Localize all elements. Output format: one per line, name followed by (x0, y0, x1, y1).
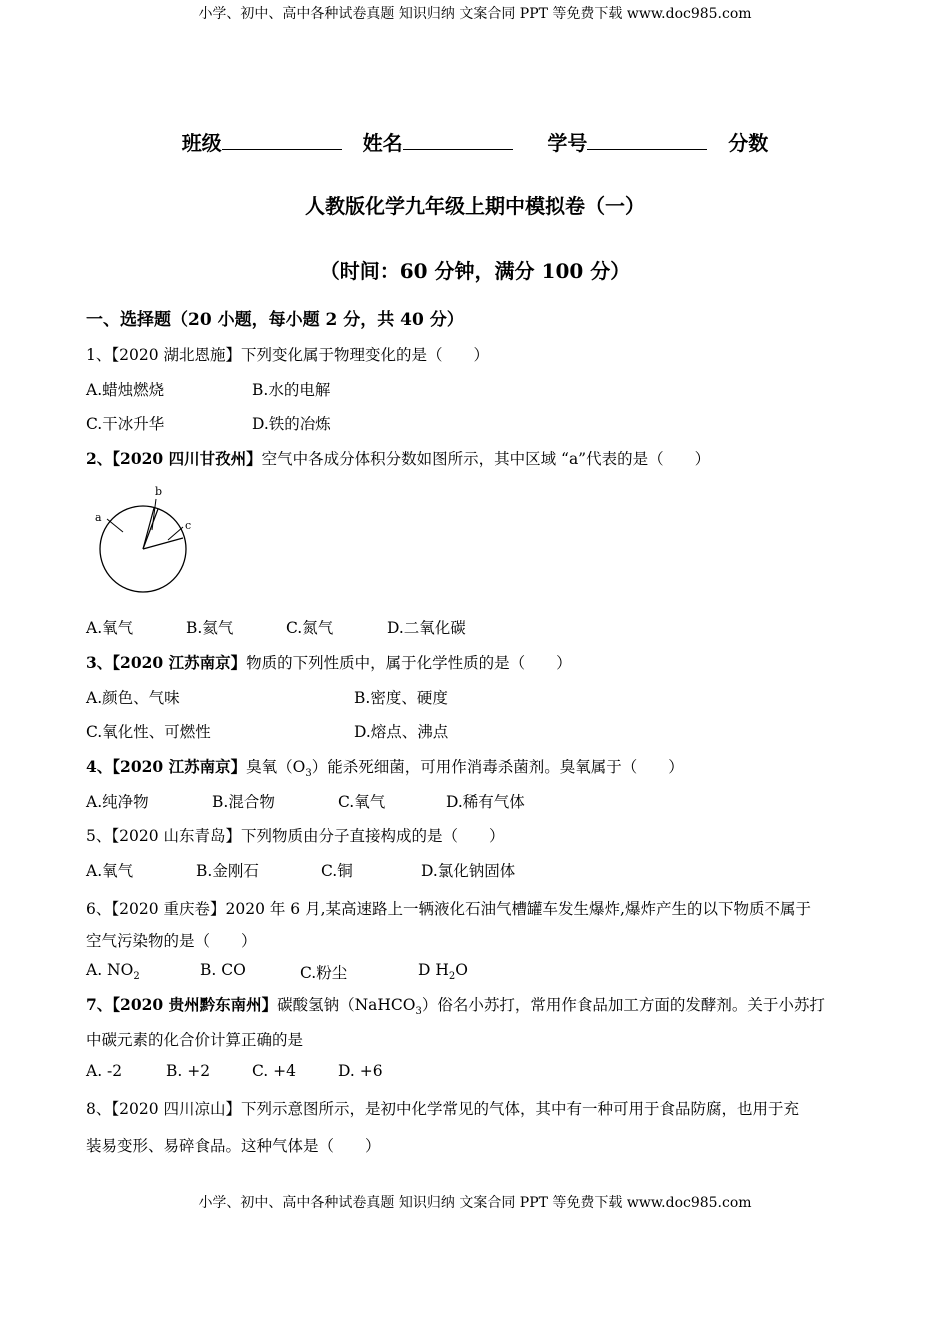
subscript: 3 (305, 768, 312, 780)
option-c: C.氧化性、可燃性 (86, 723, 211, 741)
air-composition-figure (90, 480, 200, 596)
page-header: 小学、初中、高中各种试卷真题 知识归纳 文案合同 PPT 等免费下载 www.doc985.com (198, 6, 752, 22)
question-5 (86, 824, 505, 846)
question-number: 8、 (86, 1100, 112, 1118)
question-source: 【2020 湖北恩施】 (111, 346, 241, 364)
question-text (277, 996, 825, 1018)
option-d: D.二氧化碳 (387, 619, 466, 637)
option-c: C.粉尘 (300, 964, 348, 982)
page-title: 人教版化学九年级上期中模拟卷（一） (305, 194, 645, 218)
option-b: B. +2 (166, 1062, 211, 1080)
question-3 (86, 651, 572, 673)
text-part: 臭氧（O (246, 758, 306, 776)
name-blank[interactable] (403, 131, 513, 150)
student-info-line (0, 127, 950, 156)
option-a: A.纯净物 (86, 793, 149, 811)
question-8 (86, 1097, 799, 1119)
option-a: A. -2 (86, 1062, 123, 1080)
question-2 (86, 447, 710, 469)
option-d: D.氯化钠固体 (421, 862, 516, 880)
option-c: C.铜 (321, 862, 353, 880)
section-heading: 一、选择题（20 小题，每小题 2 分，共 40 分） (86, 310, 464, 330)
subscript: 2 (133, 971, 140, 983)
question-text: 下列变化属于物理变化的是（ ） (241, 346, 490, 364)
text-part: ）能杀死细菌，可用作消毒杀菌剂。臭氧属于（ ） (311, 758, 684, 776)
question-7 (86, 993, 825, 1017)
option-d: D. +6 (338, 1062, 383, 1080)
question-source: 【2020 重庆卷】 (111, 900, 226, 918)
option-d: D.熔点、沸点 (354, 723, 449, 741)
figure-label-c: c (185, 519, 192, 532)
option-a: A.氧气 (86, 862, 134, 880)
region-divider-3 (143, 538, 183, 549)
question-number: 5、 (86, 827, 112, 845)
option-b: B.密度、硬度 (354, 689, 448, 707)
question-text: 2020 年 6 月,某高速路上一辆液化石油气槽罐车发生爆炸,爆炸产生的以下物质不属于 (225, 900, 811, 918)
question-source: 【2020 四川凉山】 (111, 1100, 241, 1118)
question-number: 2、 (86, 449, 113, 468)
question-number: 6、 (86, 900, 112, 918)
text-part: D H (418, 961, 449, 979)
option-c: C.氮气 (286, 619, 334, 637)
option-a: A.氧气 (86, 619, 134, 637)
option-c: C. +4 (252, 1062, 297, 1080)
class-blank[interactable] (222, 131, 342, 150)
question-number: 7、 (86, 995, 113, 1014)
question-1 (86, 343, 489, 365)
option-a: A.蜡烛燃烧 (86, 381, 165, 399)
option-b: B.混合物 (212, 793, 275, 811)
question-number: 4、 (86, 757, 113, 776)
question-4 (86, 755, 684, 779)
page-subtitle: （时间：60 分钟，满分 100 分） (319, 259, 631, 283)
question-text (246, 758, 684, 780)
label-a-leader (107, 519, 123, 532)
class-label: 班级 (181, 131, 222, 155)
question-text: 下列示意图所示，是初中化学常见的气体，其中有一种可用于食品防腐，也用于充 (241, 1100, 800, 1118)
question-text: 物质的下列性质中，属于化学性质的是（ ） (246, 654, 572, 672)
name-label: 姓名 (362, 131, 403, 155)
question-8-line-2: 装易变形、易碎食品。这种气体是（ ） (86, 1137, 381, 1155)
option-d: D.铁的冶炼 (252, 415, 331, 433)
question-number: 1、 (86, 346, 112, 364)
option-d: D.稀有气体 (446, 793, 525, 811)
id-label: 学号 (547, 131, 588, 155)
question-source: 【2020 江苏南京】 (112, 653, 247, 672)
id-blank[interactable] (587, 131, 707, 150)
question-6-line-2: 空气污染物的是（ ） (86, 932, 257, 950)
question-text: 空气中各成分体积分数如图所示，其中区域 “a”代表的是（ ） (261, 450, 711, 468)
text-part: 碳酸氢钠（NaHCO (277, 996, 416, 1014)
option-b: B. CO (200, 961, 246, 979)
question-source: 【2020 贵州黔东南州】 (112, 995, 278, 1014)
region-divider-2 (143, 509, 158, 549)
question-source: 【2020 江苏南京】 (112, 757, 247, 776)
option-c: C.干冰升华 (86, 415, 165, 433)
question-text: 下列物质由分子直接构成的是（ ） (241, 827, 505, 845)
option-b: B.金刚石 (196, 862, 259, 880)
page-footer: 小学、初中、高中各种试卷真题 知识归纳 文案合同 PPT 等免费下载 www.doc985.com (198, 1195, 752, 1211)
question-source: 【2020 山东青岛】 (111, 827, 241, 845)
option-d (418, 961, 468, 982)
figure-label-b: b (155, 485, 163, 498)
subscript: 3 (415, 1006, 422, 1018)
subscript: 2 (448, 971, 456, 983)
option-b: B.水的电解 (252, 381, 331, 399)
option-c: C.氧气 (338, 793, 386, 811)
text-part: O (455, 961, 468, 979)
score-label: 分数 (728, 131, 769, 155)
question-source: 【2020 四川甘孜州】 (112, 449, 262, 468)
question-number: 3、 (86, 653, 113, 672)
option-b: B.氦气 (186, 619, 234, 637)
figure-label-a: a (95, 511, 102, 524)
text-part: ）俗名小苏打，常用作食品加工方面的发酵剂。关于小苏打 (421, 996, 825, 1014)
option-a: A.颜色、气味 (86, 689, 180, 707)
question-6 (86, 897, 811, 919)
text-part: A. NO (86, 961, 134, 979)
option-a (86, 961, 140, 982)
question-7-line-2: 中碳元素的化合价计算正确的是 (86, 1031, 304, 1049)
